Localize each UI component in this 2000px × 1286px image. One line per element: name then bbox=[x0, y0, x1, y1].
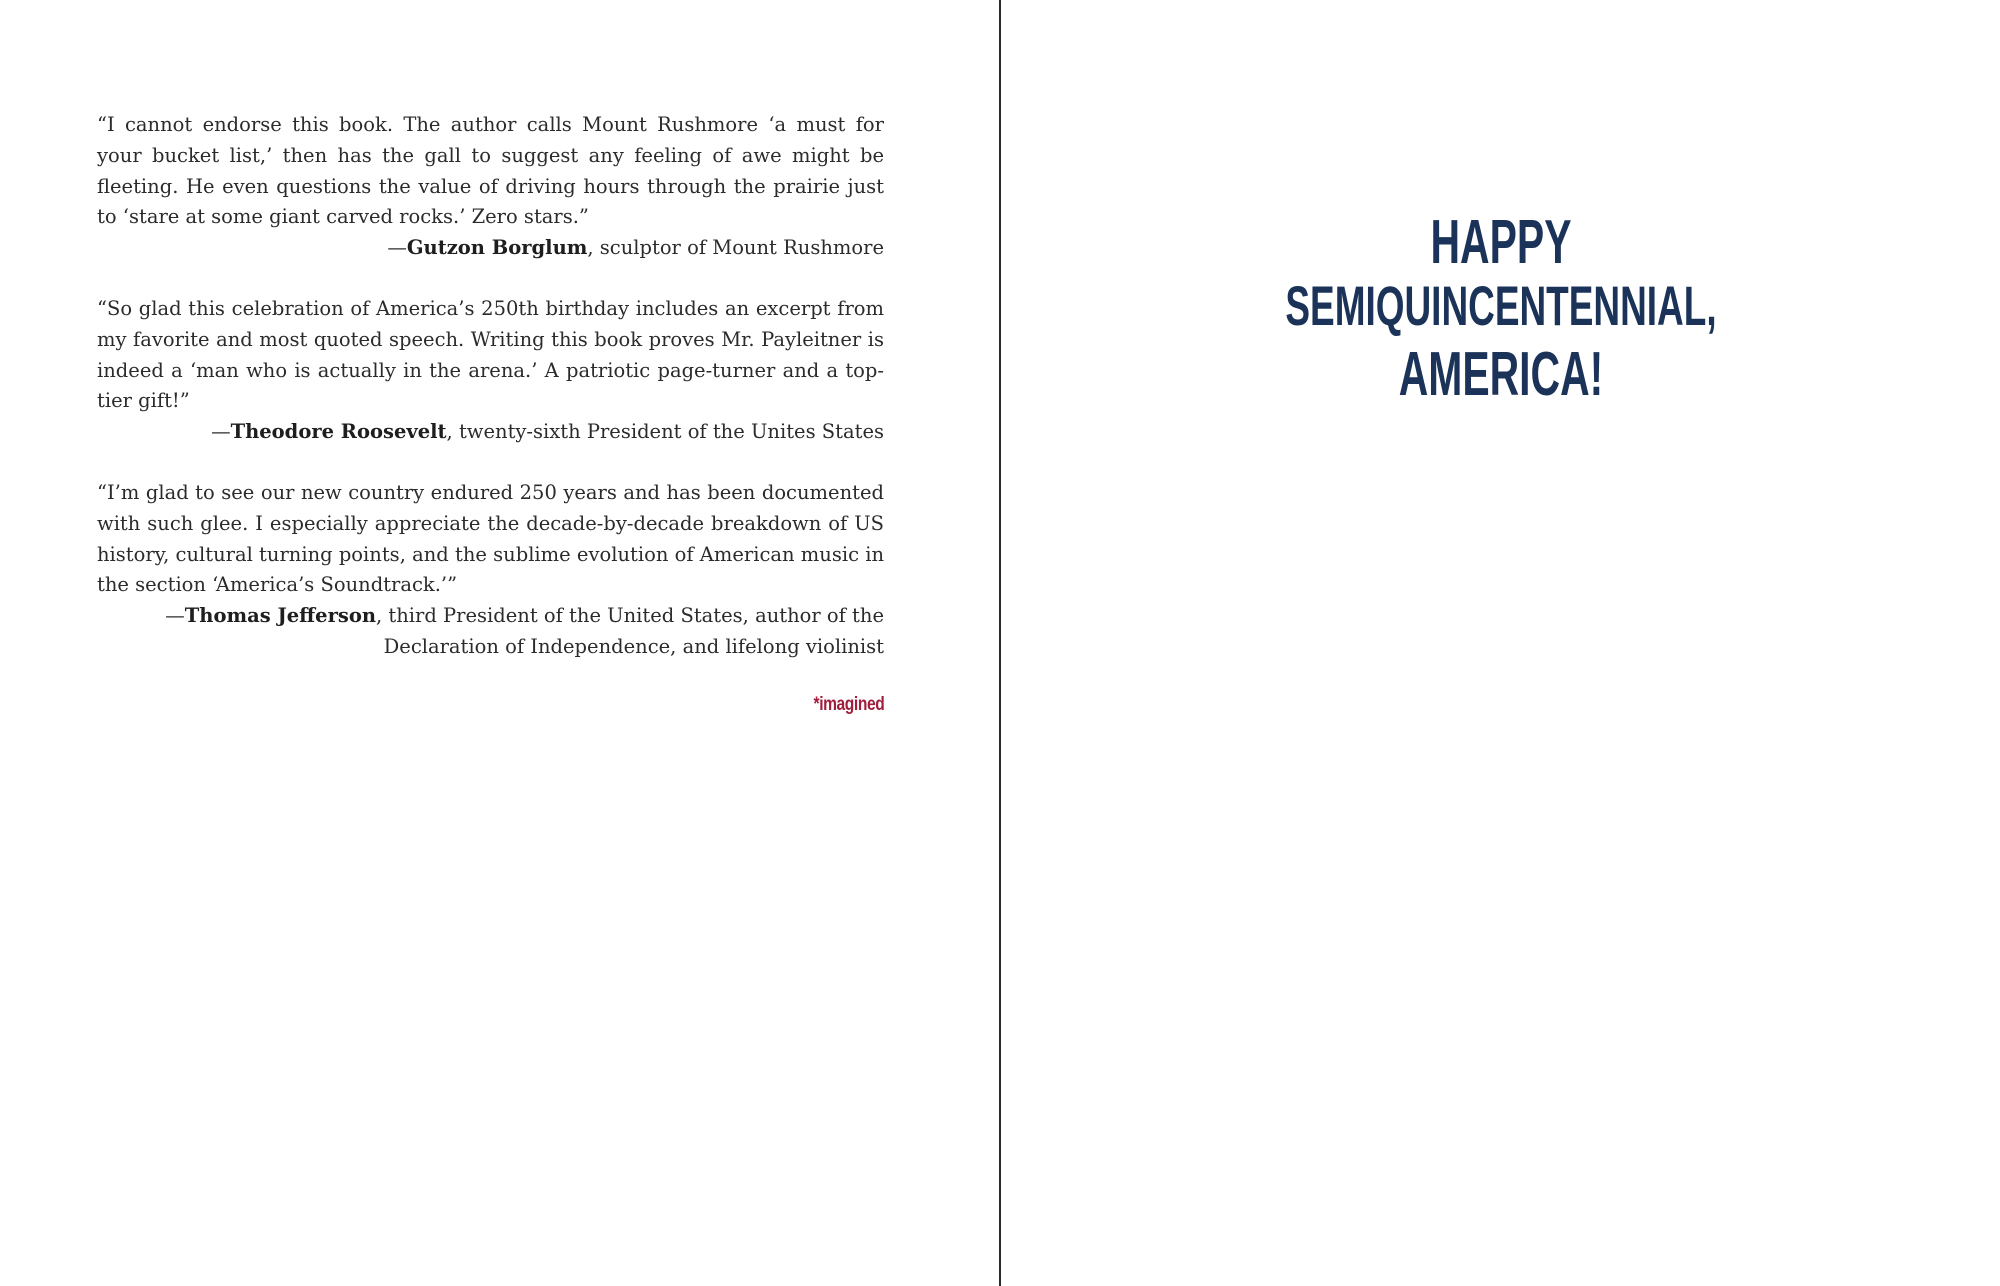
attribution-role: , third President of the United States, author of the Declaration of Independence, and lifelong violinist bbox=[376, 604, 884, 658]
endorsement-attribution bbox=[97, 601, 884, 663]
endorsement-borglum bbox=[97, 110, 884, 264]
endorsement-jefferson bbox=[97, 478, 884, 663]
headline-line-happy: HAPPY bbox=[1430, 208, 1572, 277]
attribution-role: , sculptor of Mount Rushmore bbox=[587, 236, 884, 260]
endorsement-roosevelt bbox=[97, 294, 884, 448]
page-gutter-divider bbox=[999, 0, 1001, 1286]
endorsement-quote: “So glad this celebration of America’s 250th birthday includes an excerpt from my favorite and most quoted speech. Writing this book proves Mr. Payleitner is indeed a ‘man who is actually in the arena.’ A patriotic page-turner and a top-tier gift!” bbox=[97, 296, 884, 413]
endorsement-quote: “I cannot endorse this book. The author calls Mount Rushmore ‘a must for your bucket list,’ then has the gall to suggest any feeling of awe might be fleeting. He even questions the value of driving hours through the prairie just to ‘stare at some giant carved rocks.’ Zero stars.” bbox=[97, 113, 884, 229]
imagined-footnote: *imagined bbox=[813, 694, 884, 715]
headline-line-semiquincentennial: SEMIQUINCENTENNIAL, bbox=[1285, 274, 1717, 337]
attribution-name: Theodore Roosevelt bbox=[230, 420, 447, 444]
attribution-dash: — bbox=[211, 420, 231, 444]
attribution-dash: — bbox=[387, 236, 407, 260]
attribution-name: Gutzon Borglum bbox=[406, 236, 588, 260]
endorsement-attribution bbox=[97, 417, 884, 448]
right-page bbox=[1002, 0, 2000, 1286]
attribution-dash: — bbox=[165, 604, 185, 628]
semiquincentennial-headline bbox=[1002, 208, 2000, 410]
headline-line-america: AMERICA! bbox=[1398, 340, 1604, 409]
attribution-name: Thomas Jefferson bbox=[184, 604, 377, 628]
endorsement-attribution bbox=[97, 233, 884, 264]
attribution-role: , twenty-sixth President of the Unites States bbox=[446, 420, 884, 444]
endorsement-quote: “I’m glad to see our new country endured 250 years and has been documented with such glee. I especially appreciate the decade-by-decade breakdown of US history, cultural turning points, and the sublime evolution of American music in the section ‘America’s Soundtrack.’” bbox=[97, 480, 884, 597]
endorsements-list bbox=[97, 110, 884, 693]
